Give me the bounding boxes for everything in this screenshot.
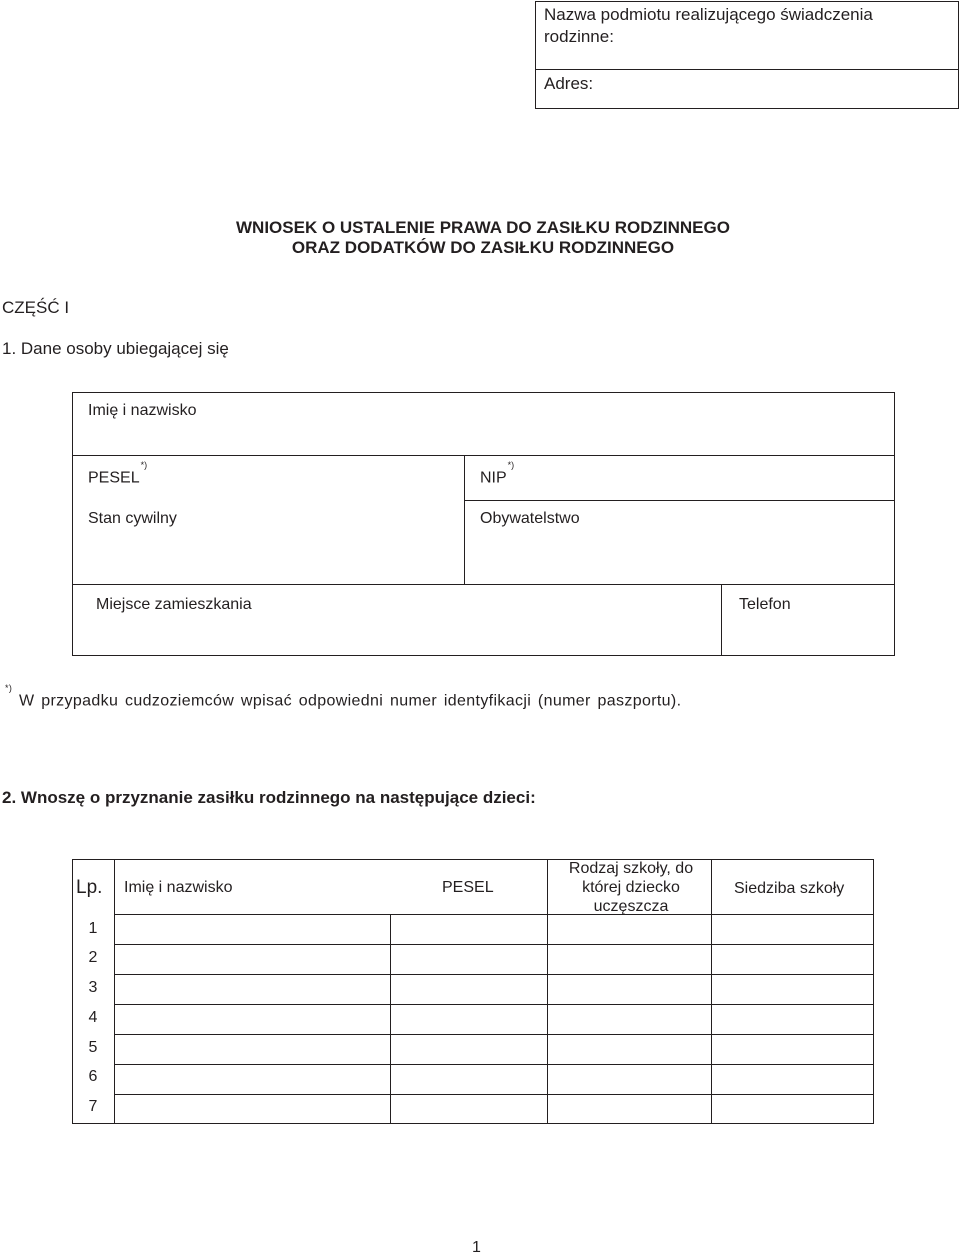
col-header-school-seat: Siedziba szkoły	[734, 880, 845, 897]
footnote-mark: *)	[5, 683, 13, 693]
form-title-line2: ORAZ DODATKÓW DO ZASIŁKU RODZINNEGO	[291, 238, 675, 257]
row-number: 7	[88, 1098, 98, 1115]
row-number: 5	[88, 1039, 98, 1056]
children-col-line-2	[390, 914, 391, 1124]
name-field-label: Imię i nazwisko	[88, 402, 197, 419]
footnote	[4, 683, 682, 711]
page-number: 1	[472, 1239, 481, 1256]
children-col-line-4	[711, 859, 712, 1124]
phone-label: Telefon	[739, 596, 791, 613]
nip-asterisk: *)	[507, 460, 515, 470]
children-header-line	[114, 914, 874, 915]
marital-status-label: Stan cywilny	[88, 510, 177, 527]
col-header-lp: Lp.	[76, 877, 103, 898]
part-label: CZĘŚĆ I	[2, 298, 70, 317]
section2-heading: 2. Wnoszę o przyznanie zasiłku rodzinnego na następujące dzieci:	[2, 788, 536, 807]
children-row-line-4	[114, 1034, 874, 1035]
row-number: 4	[88, 1009, 98, 1026]
col-header-name: Imię i nazwisko	[124, 879, 233, 896]
entity-name-label: Nazwa podmiotu realizującego świadczenia rodzinne:	[544, 5, 873, 46]
children-row-line-6	[114, 1094, 874, 1095]
pesel-asterisk: *)	[140, 460, 148, 470]
row-number: 2	[88, 949, 98, 966]
row-number: 1	[88, 920, 98, 937]
children-row-line-2	[114, 974, 874, 975]
col-header-school-type: Rodzaj szkoły, do której dziecko uczęszcza	[568, 860, 694, 915]
applicant-row-line-3	[72, 584, 895, 585]
children-row-line-5	[114, 1064, 874, 1065]
residence-label: Miejsce zamieszkania	[96, 596, 252, 613]
address-label: Adres:	[544, 74, 594, 93]
children-col-line-1	[114, 859, 115, 1124]
applicant-col-line-2	[721, 584, 722, 656]
applicant-row-line-1	[72, 455, 895, 456]
form-title-line1: WNIOSEK O USTALENIE PRAWA DO ZASIŁKU RODZINNEGO	[236, 218, 730, 237]
row-number: 3	[88, 979, 98, 996]
nip-field-label: NIP*)	[480, 460, 515, 487]
children-row-line-1	[114, 944, 874, 945]
col-header-pesel: PESEL	[442, 879, 494, 896]
applicant-row-line-2	[465, 500, 895, 501]
row-number: 6	[88, 1068, 98, 1085]
footnote-text: W przypadku cudzoziemców wpisać odpowiedni numer identyfikacji (numer paszportu).	[19, 692, 682, 710]
citizenship-label: Obywatelstwo	[480, 510, 580, 527]
entity-box-divider	[535, 69, 959, 70]
pesel-field-label: PESEL*)	[88, 460, 148, 487]
section1-heading: 1. Dane osoby ubiegającej się	[2, 339, 229, 358]
applicant-col-line-1	[464, 455, 465, 585]
children-row-line-3	[114, 1004, 874, 1005]
children-col-line-3	[547, 859, 548, 1124]
